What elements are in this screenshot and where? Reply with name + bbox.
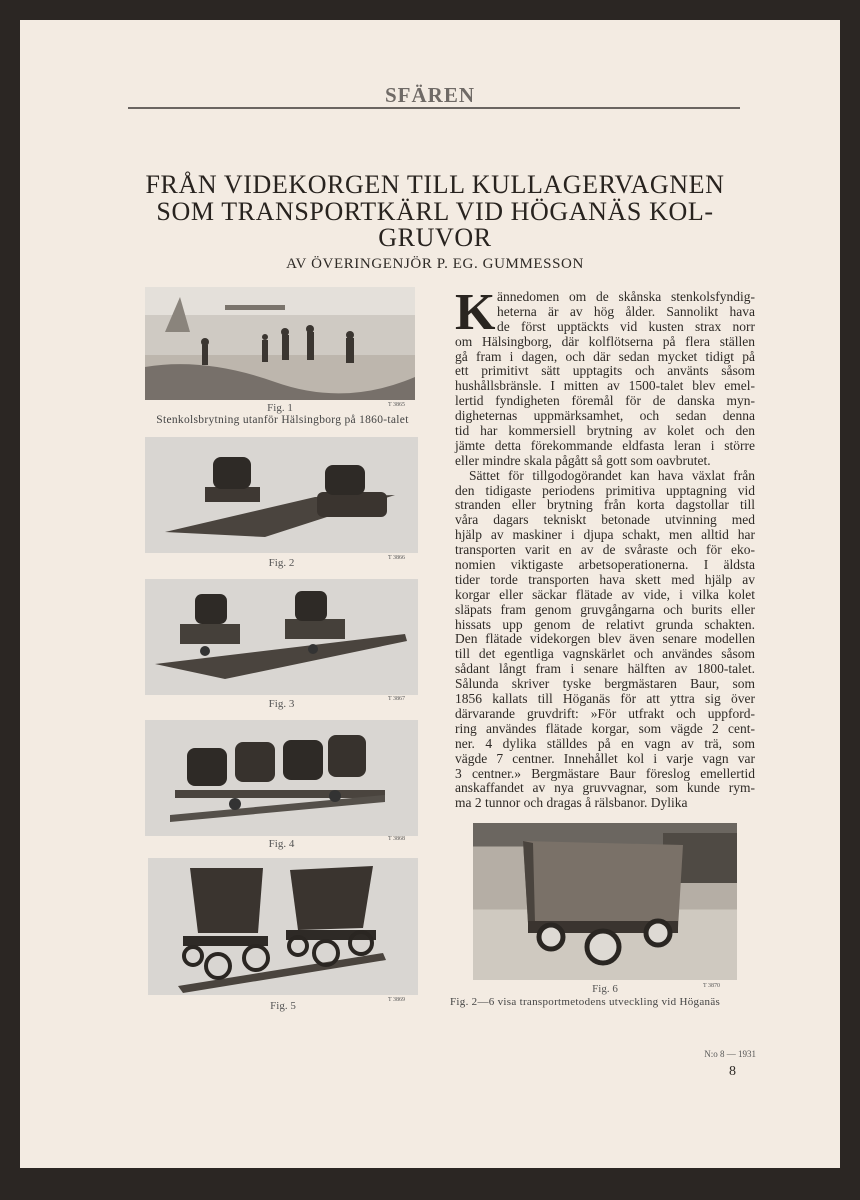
article-body: [455, 284, 755, 811]
article-line: Sålunda skriver tyske bergmästaren Baur, som: [455, 676, 755, 692]
article-line: heterna är av hög ålder. Sannolikt hava: [497, 303, 755, 319]
article-line: den tidigaste periodens primitiva upptagning vid: [455, 482, 755, 498]
fig-1-label: Fig. 1: [267, 402, 293, 414]
header-rule: [128, 107, 740, 109]
article-line: digheternas uppmärksamhet, och sedan denna: [455, 408, 755, 424]
article-line: hjälp av maskiner i djupa schakt, men alltid har: [455, 527, 755, 543]
article-line: Den flätade videkorgen blev även senare modellen: [455, 631, 755, 647]
fig-5-ref: T 3869: [388, 997, 406, 1003]
article-line: ma 2 tunnor och dragas å rälsbanor. Dylika: [455, 795, 688, 811]
fig-2-image: [145, 437, 418, 553]
article-line: därvarande gruvdrift: »För utfrakt och uppford-: [455, 705, 755, 721]
article-line: anskaffandet av nya gruvvagnar, som kunde rym-: [455, 780, 755, 796]
fig-2-ref: T 3866: [388, 555, 406, 561]
article-line: tider torde transporten hava skett med hjälp av: [455, 571, 755, 587]
fig-6-label: Fig. 6: [592, 983, 618, 995]
article-line: gå fram i dagen, och där sedan mycket tidigt på: [455, 348, 755, 364]
article-line: stranden eller brytning från korta dagstollar till: [455, 497, 755, 513]
article-line: Sättet för tillgodogörandet kan hava växlat från: [469, 467, 755, 483]
fig-3-ref: T 3867: [388, 696, 406, 702]
fig-4-label: Fig. 4: [268, 838, 295, 850]
article-line: till det egentliga vagnskärlet och användes såsom: [455, 646, 755, 662]
article-line: sådant långt fram i senare hälften av 1800-talet.: [455, 661, 755, 677]
article-line: våra dagars tekniskt betonade utvinning med: [455, 512, 755, 528]
fig-6-caption: Fig. 2—6 visa transportmetodens utveckling vid Höganäs: [450, 996, 721, 1008]
article-line: hushållsbränsle. I mitten av 1500-talet blev emel-: [455, 378, 755, 394]
fig-4-ref: T 3868: [388, 836, 406, 842]
article-line: jämte detta förekommande eldfasta leran i större: [455, 437, 755, 453]
fig-6-image: [473, 823, 737, 980]
masthead: SFÄREN: [384, 83, 475, 107]
article-line: ännedomen om de skånska stenkolsfyndig-: [497, 289, 755, 304]
article-line: 3 centner.» Bergmästare Baur föreslog emellertid: [455, 765, 755, 781]
title-line: SOM TRANSPORTKÄRL VID HÖGANÄS KOL-: [156, 196, 714, 226]
drop-cap: K: [455, 284, 496, 341]
page-number: 8: [729, 1064, 736, 1079]
article-line: släpats fram genom gruvgångarna och burits eller: [455, 601, 755, 617]
article-line: korgar eller säckar flätade av vide, i vilka kolet: [455, 586, 755, 602]
fig-5-label: Fig. 5: [270, 1000, 296, 1012]
fig-6-ref: T 3870: [703, 983, 721, 989]
article-line: transporten varit en av de svåraste och för eko-: [455, 542, 755, 558]
article-line: ring användes flätade korgar, som vägde 2 cent-: [455, 720, 755, 736]
fig-1-ref: T 3865: [388, 402, 406, 408]
article-line: eller mindre skala pågått så gott som oavbrutet.: [455, 452, 711, 468]
title-line: FRÅN VIDEKORGEN TILL KULLAGERVAGNEN: [145, 170, 725, 199]
fig-1-caption: Stenkolsbrytning utanför Hälsingborg på 1860-talet: [156, 414, 409, 426]
article-line: tid har kommersiell brytning av kolet och den: [455, 423, 755, 439]
title-line: GRUVOR: [378, 223, 492, 252]
issue-info: N:o 8 — 1931: [704, 1049, 756, 1059]
article-line: hissats upp genom de relativt grunda schakten.: [455, 616, 755, 632]
article-line: ner. 4 dylika ställdes på en vagn av trä, som: [455, 735, 755, 751]
fig-3-label: Fig. 3: [268, 698, 295, 710]
fig-2-label: Fig. 2: [268, 557, 295, 569]
article-line: ett primitivt sätt upptagits och använts såsom: [455, 363, 755, 379]
fig-3-image: [145, 579, 418, 695]
article-title: [120, 172, 750, 252]
byline: AV ÖVERINGENJÖR P. EG. GUMMESSON: [286, 256, 584, 272]
article-line: vägde 7 centner. Innehållet kol i varje vagn var: [455, 750, 755, 766]
article-line: om Hälsingborg, där kolflötserna på flera ställen: [455, 333, 755, 349]
article-line: 1856 kallats till Höganäs för att yttra sig över: [455, 691, 755, 707]
article-line: de först upptäckts vid kusten strax norr: [497, 318, 755, 334]
article-line: nomien viktigaste arbetsoperationerna. I äldsta: [455, 557, 755, 573]
fig-5-image: [148, 858, 418, 995]
fig-1-image: [145, 287, 415, 400]
article-line: lertid fyndigheten föremål för de danska myn-: [455, 393, 755, 409]
fig-4-image: [145, 720, 418, 836]
